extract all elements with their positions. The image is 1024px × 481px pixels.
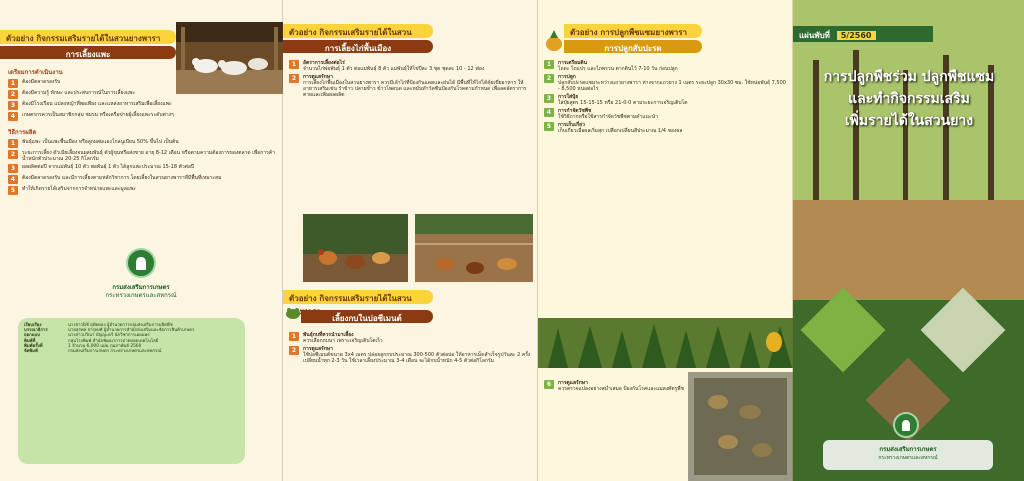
sheet-number-badge: แผ่นพับที่ 5/2560 (793, 26, 933, 42)
frog-icon (285, 305, 301, 319)
pineapple-field-photo (538, 318, 793, 368)
pineapple-item: 4 การกำจัดวัชพืช ใช้วิธีถากหรือใช้สารกำจัดวัชพืชตามคำแนะนำ (544, 108, 788, 120)
frog-subtitle: เลี้ยงกบในบ่อซีเมนต์ (301, 310, 433, 323)
goat-method-section (8, 124, 276, 197)
chicken-item: 2 การดูแลรักษา การเลี้ยงไก่พื้นเมืองในสวนยางพารา ควรมีเล้าไก่ที่ป้องกันแดดและฝนได้ มีพื้นที่ให้ไก่ได้คุ้ยเขี่ยอาหาร ให้อาหารเสริมเช่น รำข้าว ปลายข้าว ข้าวโพดบด และหมั่นทำวัคซีนป้องกันโรคตามกำหนด เพื่อลดอัตราการตายและเพิ่มผลผลิต (289, 74, 533, 98)
prep-item: 3 ต้องมีโรงเรือน แปลงหญ้าที่พอเพียง และแหล่งอาหารเสริมเพื่อเลี้ยงแพะ (8, 101, 176, 110)
goat-photo (176, 22, 283, 94)
goat-prep-section (8, 64, 176, 123)
credit-row: บรรณาธิการ นายสุรพล จารุพงศ์ ผู้อำนวยการสำนักส่งเสริมและจัดการสินค้าเกษตร (24, 328, 195, 334)
credit-row: พิมพ์ครั้งที่ 1 จำนวน 6,000 แผ่น กุมภาพันธ์ 2560 (24, 343, 142, 349)
chicken-section (289, 58, 533, 100)
cover-title: การปลูกพืชร่วม ปลูกพืชแซม และทำกิจกรรมเสริม เพิ่มรายได้ในสวนยาง (823, 69, 995, 129)
panel2-tag-frog: ตัวอย่าง กิจกรรมเสริมรายได้ในสวน (283, 290, 433, 304)
prep-item: 4 เกษตรกรควรเป็นสมาชิกกลุ่ม ชมรม หรือเครือข่ายผู้เลี้ยงแพะระดับต่างๆ (8, 112, 176, 121)
method-item: 3 ผลผลิตต่อปี จากแม่พันธุ์ 10 ตัว พ่อพันธุ์ 1 ตัว ได้ลูกแพะประมาณ 15-18 ตัวต่อปี (8, 164, 276, 173)
credits-box (18, 318, 245, 464)
panel-pineapple (538, 0, 793, 481)
method-item: 5 ทำให้เกิดรายได้เสริมจากการจำหน่ายแพะและมูลแพะ (8, 186, 276, 195)
frog-section (289, 330, 533, 366)
pineapple-item: 6 การดูแลรักษา ควรตรวจแปลงอย่างสม่ำเสมอ ป้องกันโรคและแมลงศัตรูพืช (544, 380, 684, 392)
prep-item: 1 ต้องมีตลาดรองรับ (8, 79, 176, 88)
frog-pond-photo (688, 372, 793, 481)
panel3-subtitle: การปลูกสับปะรด (564, 40, 702, 53)
cover-org: กรมส่งเสริมการเกษตร กระทรวงเกษตรและสหกรณ์ (823, 440, 993, 470)
panel1-subtitle: การเลี้ยงแพะ (0, 46, 176, 59)
frog-item: 2 การดูแลรักษา ใช้บ่อซีเมนต์ขนาด 3x4 เมตร ปล่อยลูกกบประมาณ 300-500 ตัวต่อบ่อ ให้อาหารเม็ดสำเร็จรูปวันละ 2 ครั้ง เปลี่ยนน้ำทุก 2-3 วัน ใช้เวลาเลี้ยงประมาณ 3-4 เดือน จะได้กบน้ำหนัก 4-5 ตัวต่อกิโลกรัม (289, 346, 533, 364)
cover-logo (893, 412, 919, 438)
credit-row: เรียบเรียง นางสาวนิชี อุทัยทอง ผู้อำนวยการกลุ่มส่งเสริมการผลิตพืช (24, 323, 173, 328)
credit-row: พิมพ์ที่ กลุ่มโรงพิมพ์ สำนักพัฒนาการถ่ายทอดเทคโนโลยี (24, 338, 159, 344)
panel2-tag: ตัวอย่าง กิจกรรมเสริมรายได้ในสวน (283, 24, 433, 38)
cover-panel (793, 0, 1024, 481)
credit-row: ออกแบบ นางสาวปวีณา บัญญะตรี นักวิชาการเผยแพร่ (24, 333, 150, 339)
prep-heading: เตรียมการดำเนินงาน (8, 69, 63, 76)
pineapple-item: 2 การปลูก ปลูกสับปะรดแซมระหว่างแถวยางพารา ห่างจากแถวยาง 1 เมตร ระยะปลูก 30x30 ซม. ใช้หน่อพันธุ์ 7,500 - 8,500 หน่อต่อไร่ (544, 74, 788, 92)
pineapple-item: 3 การใส่ปุ๋ย ใส่ปุ๋ยสูตร 15-15-15 หรือ 21-0-0 ตามระยะการเจริญเติบโต (544, 94, 788, 106)
frog-item: 1 พันธุ์กบที่ควรนำมาเลี้ยง ควรเลือกกบนา เพราะเจริญเติบโตเร็ว (289, 332, 533, 344)
panel3-tag: ตัวอย่าง การปลูกพืชแซมยางพารา (564, 24, 702, 38)
method-item: 1 พันธุ์แพะ เป็นแพะพื้นเมือง หรือลูกผสมแองโกลนูเบียน 50% ขึ้นไป เป็นต้น (8, 139, 276, 148)
pineapple-item: 5 การเก็บเกี่ยว เก็บเกี่ยวเมื่อผลเริ่มสุก เปลือกเปลี่ยนสีประมาณ 1/4 ของผล (544, 122, 788, 134)
prep-item: 2 ต้องมีความรู้ ทักษะ และประสบการณ์ในการเลี้ยงแพะ (8, 90, 176, 99)
chicken-coop-photo (415, 214, 533, 282)
pineapple-care (544, 378, 684, 394)
chicken-photo (303, 214, 408, 282)
panel1-tag: ตัวอย่าง กิจกรรมเสริมรายได้ในสวนยางพารา (0, 30, 176, 44)
department-logo (126, 248, 156, 278)
panel-goat (0, 0, 283, 481)
pineapple-item: 1 การเตรียมดิน ไถดะ ไถแปร และไถพรวน ตากดินไว้ 7-10 วัน ก่อนปลูก (544, 60, 788, 72)
pineapple-steps (544, 58, 788, 136)
credit-row: จัดพิมพ์ กรมส่งเสริมการเกษตร กระทรวงเกษตรและสหกรณ์ (24, 349, 162, 355)
panel2-subtitle: การเลี้ยงไก่พื้นเมือง (283, 40, 433, 53)
panel-chicken-frog (283, 0, 538, 481)
method-item: 2 ระยะการเลี้ยง ตัวเมียเลี้ยงจนผสมพันธุ์ ตัวผู้ขุนหรือส่งขาย อายุ 8-12 เดือน หรือตามความต้องการของตลาด เพื่อการค้า น้ำหนักตัวประมาณ 20-25 กิโลกรัม (8, 150, 276, 162)
method-item: 4 ต้องมีตลาดรองรับ และมีการเลี้ยงตามหลักวิชาการ โดยเลี้ยงในสวนยางพาราที่มีพื้นที่เหมาะสม (8, 175, 276, 184)
method-heading: วิธีการผลิต (8, 129, 37, 136)
chicken-item: 1 อัตราการเลี้ยงต่อไร่ จำนวนไก่พ่อพันธุ์ 1 ตัว ต่อแม่พันธุ์ 8 ตัว แม่พันธุ์ให้ไข่ปีละ 3 ชุด ชุดละ 10 - 12 ฟอง (289, 60, 533, 72)
org-ministry: กระทรวงเกษตรและสหกรณ์ (105, 292, 177, 299)
org-name: กรมส่งเสริมการเกษตร (112, 284, 170, 291)
